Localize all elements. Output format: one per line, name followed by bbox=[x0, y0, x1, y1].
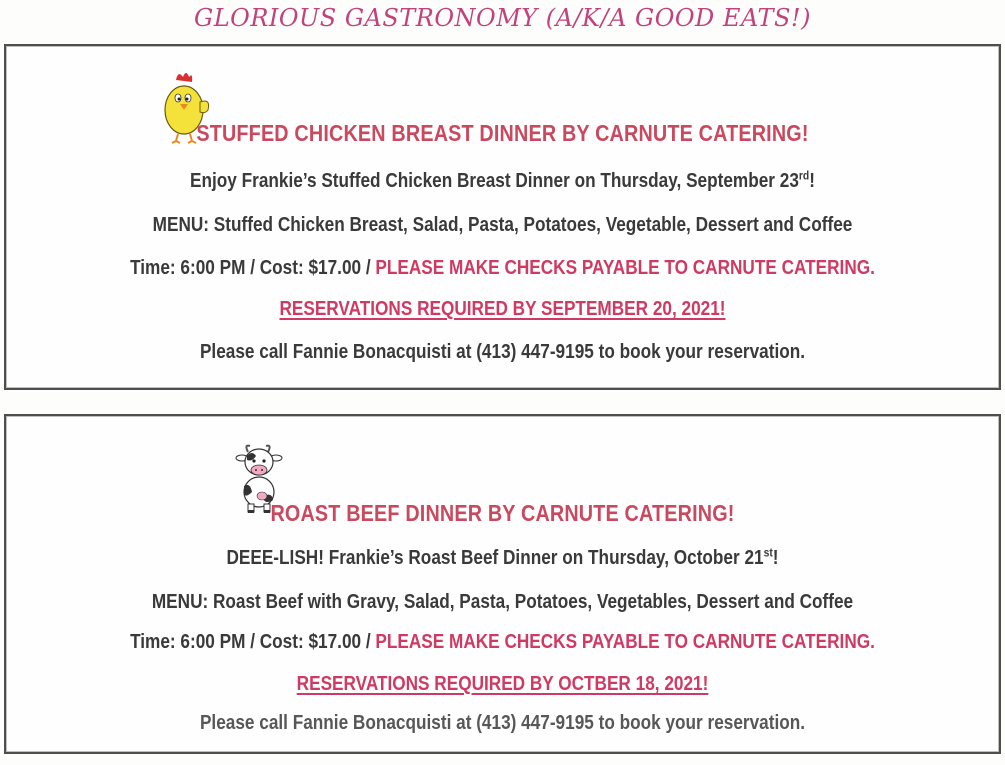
flyer-heading: STUFFED CHICKEN BREAST DINNER BY CARNUTE CATERING! bbox=[196, 120, 809, 146]
flyer-menu: MENU: Roast Beef with Gravy, Salad, Pasta, Potatoes, Vegetables, Dessert and Coffee bbox=[151, 591, 854, 613]
contact-info: Please call Fannie Bonacquisti at (413) 447-9195 to book your reservation. bbox=[199, 712, 806, 734]
contact-info: Please call Fannie Bonacquisti at (413) 447-9195 to book your reservation. bbox=[199, 341, 806, 363]
checks-payable-note: PLEASE MAKE CHECKS PAYABLE TO CARNUTE CATERING. bbox=[375, 631, 875, 653]
flyer-intro: DEEE-LISH! Frankie’s Roast Beef Dinner on Thursday, October 21st! bbox=[226, 545, 779, 569]
roast-beef-flyer bbox=[4, 414, 1001, 754]
chicken-dinner-flyer bbox=[4, 44, 1001, 390]
flyer-time-cost: Time: 6:00 PM / Cost: $17.00 / PLEASE MAKE CHECKS PAYABLE TO CARNUTE CATERING. bbox=[130, 257, 875, 279]
reservation-deadline: RESERVATIONS REQUIRED BY OCTBER 18, 2021! bbox=[296, 673, 709, 695]
flyer-menu: MENU: Stuffed Chicken Breast, Salad, Pasta, Potatoes, Vegetable, Dessert and Coffee bbox=[152, 214, 853, 236]
flyer-intro: Enjoy Frankie’s Stuffed Chicken Breast Dinner on Thursday, September 23rd! bbox=[190, 168, 815, 192]
checks-payable-note: PLEASE MAKE CHECKS PAYABLE TO CARNUTE CATERING. bbox=[375, 257, 875, 279]
page-title: GLORIOUS GASTRONOMY (A/K/A GOOD EATS!) bbox=[194, 4, 811, 32]
flyer-time-cost: Time: 6:00 PM / Cost: $17.00 / PLEASE MAKE CHECKS PAYABLE TO CARNUTE CATERING. bbox=[130, 631, 875, 653]
flyer-heading: ROAST BEEF DINNER BY CARNUTE CATERING! bbox=[270, 500, 735, 526]
reservation-deadline: RESERVATIONS REQUIRED BY SEPTEMBER 20, 2021! bbox=[279, 298, 726, 320]
